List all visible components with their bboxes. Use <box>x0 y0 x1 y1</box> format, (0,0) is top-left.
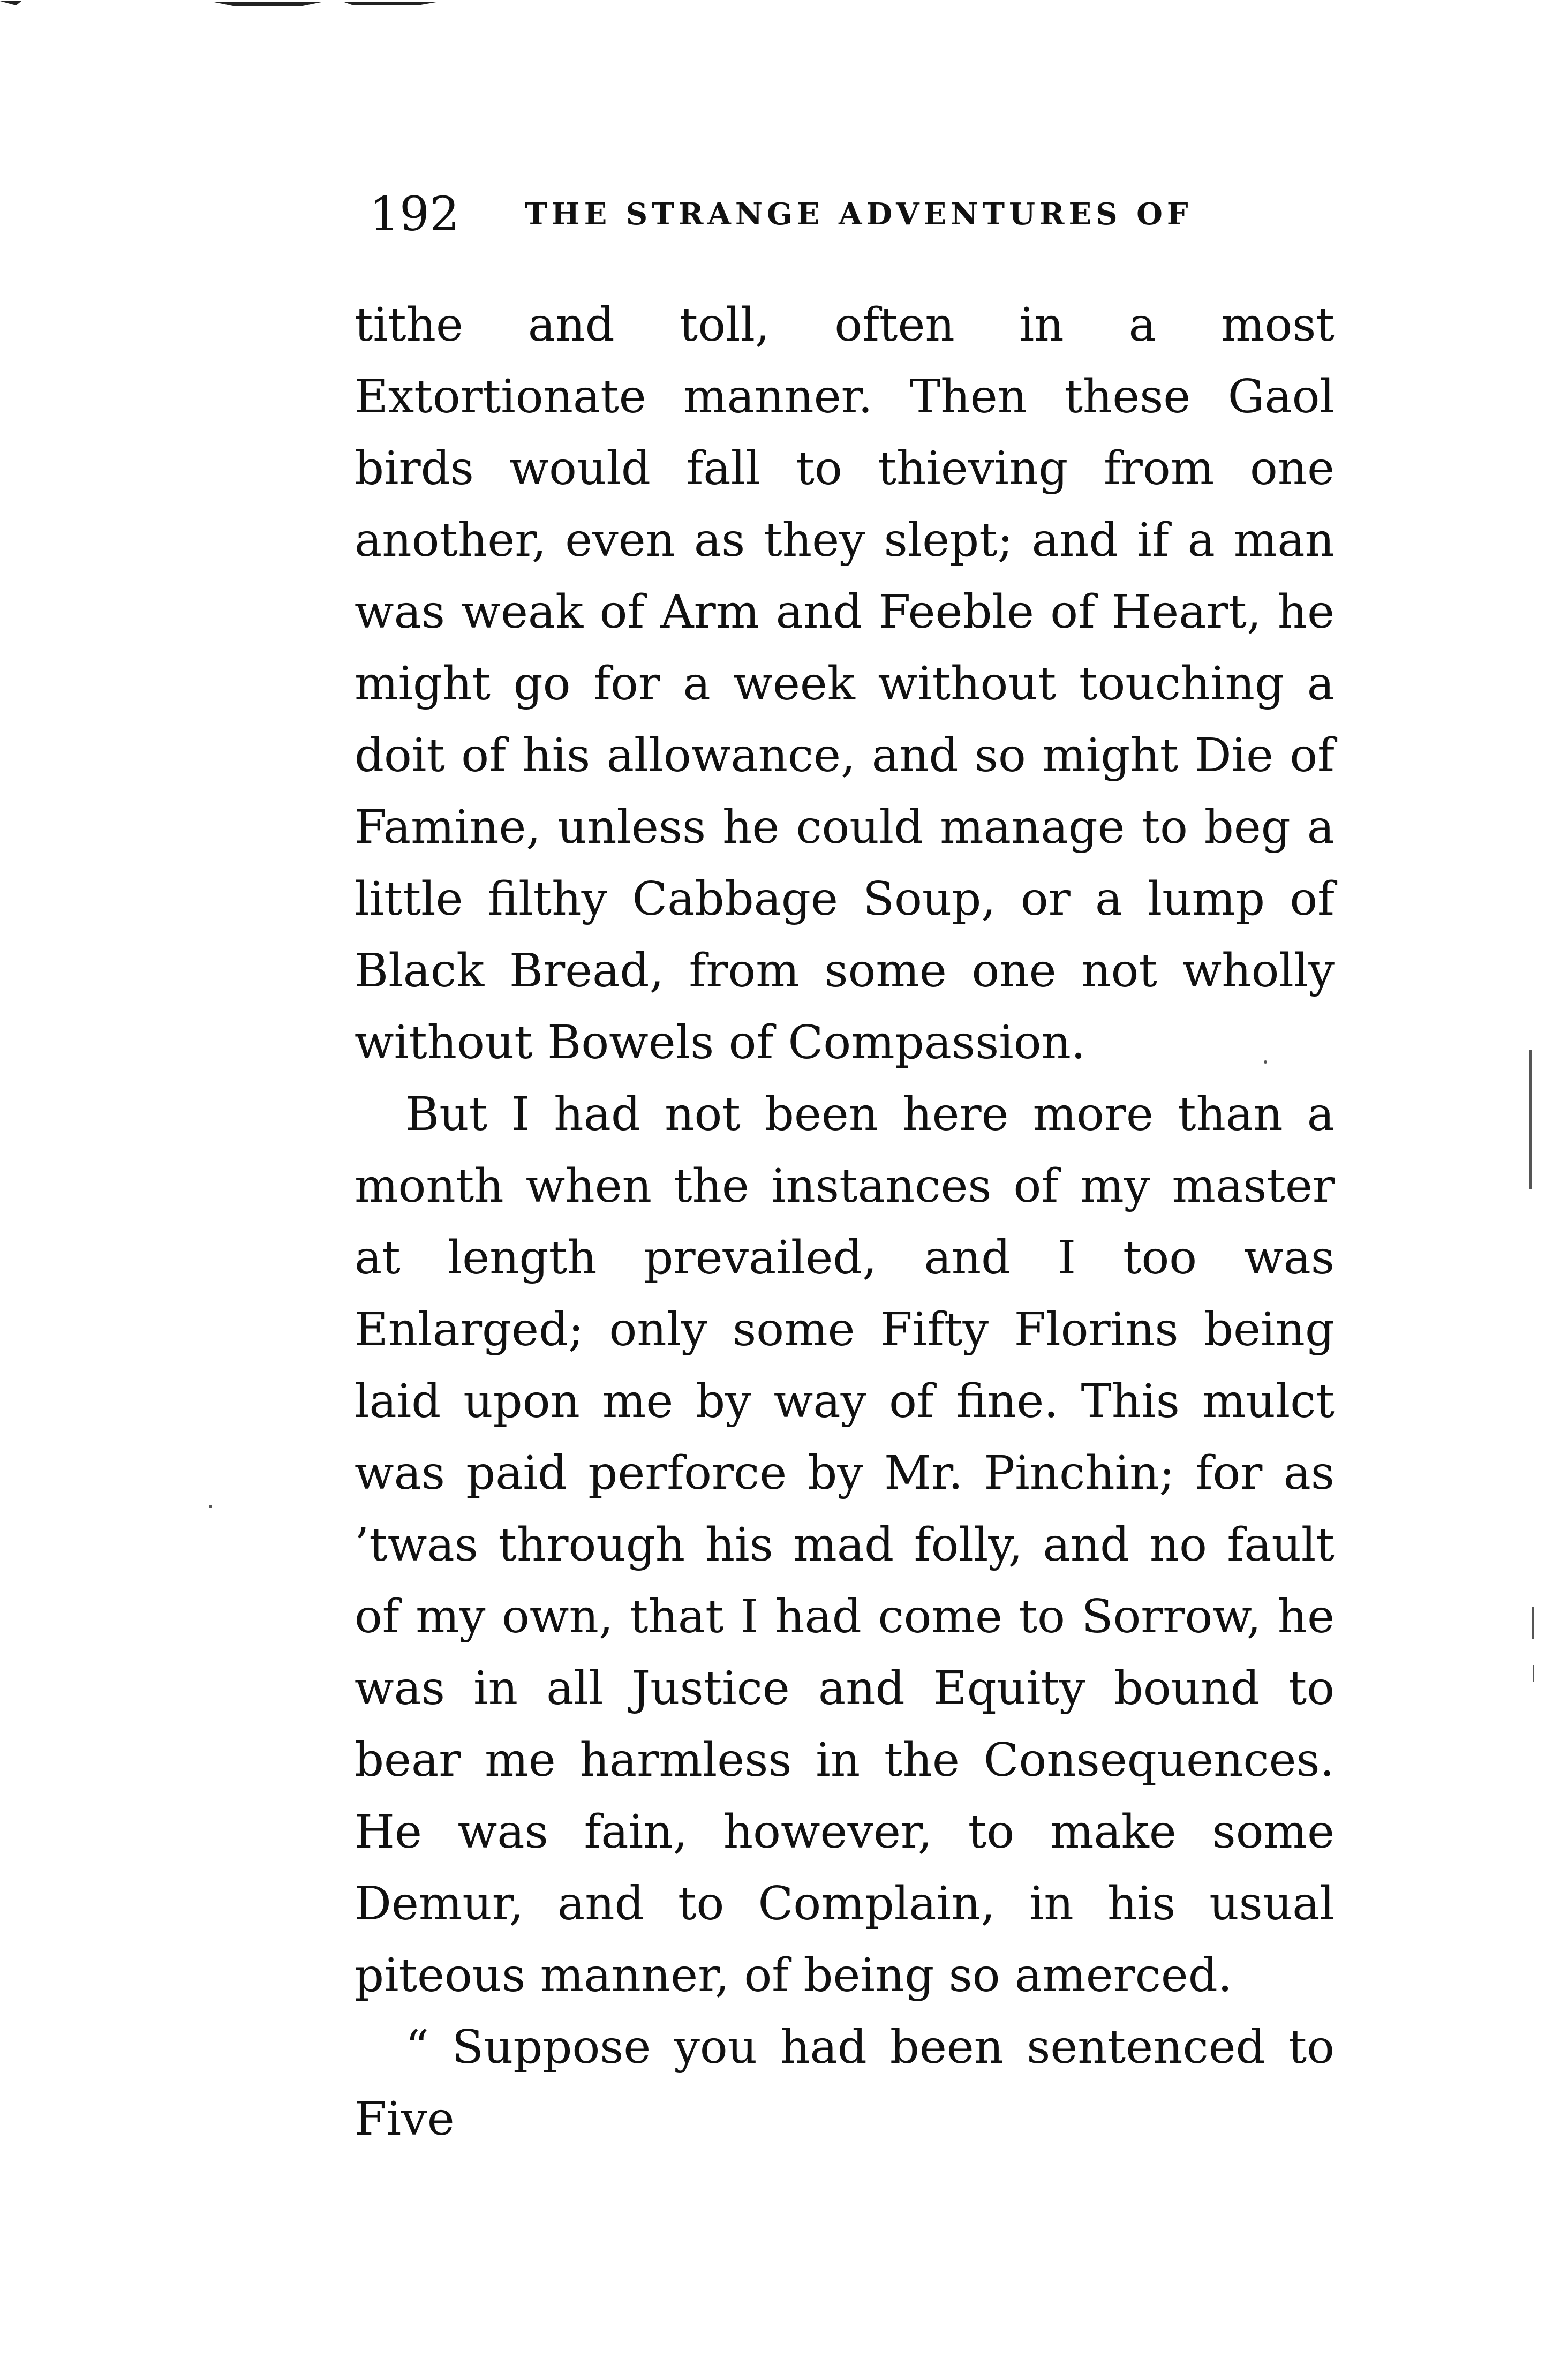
paragraph: “ Suppose you had been sentenced to Five <box>355 2021 1335 2146</box>
scan-dot-mark <box>209 1505 212 1508</box>
page-number: 192 <box>370 186 459 242</box>
scan-line-mark <box>1533 1665 1534 1682</box>
scan-line-mark <box>1532 1607 1534 1639</box>
body-text <box>355 289 1335 2155</box>
paragraph: But I had not been here more than a month when the instances of my master at length prevailed, and I too was Enlarged; only some Fifty Florins being laid upon me by way of fine. This mulct was paid perforce by Mr. Pinchin; for as ’twas through his mad folly, and no fault of my own, that I had come to Sorrow, he was in all Justice and Equity bound to bear me harmless in the Consequences. He was fain, however, to make some Demur, and to Complain, in his usual piteous manner, of being so amerced. <box>355 1088 1335 2002</box>
scan-line-mark <box>1529 1050 1532 1189</box>
page-header <box>370 182 1333 246</box>
scan-dot-mark <box>1264 1060 1267 1064</box>
paragraph: tithe and toll, often in a most Extortionate manner. Then these Gaol birds would fall to thieving from one another, even as they slept; and if a man was weak of Arm and Feeble of Heart, he might go for a week without touching a doit of his allowance, and so might Die of Famine, unless he could manage to beg a little filthy Cabbage Soup, or a lump of Black Bread, from some one not wholly without Bowels of Compassion. <box>355 298 1335 1069</box>
scan-edge-marks <box>0 0 482 11</box>
running-head: THE STRANGE ADVENTURES OF <box>525 197 1193 232</box>
